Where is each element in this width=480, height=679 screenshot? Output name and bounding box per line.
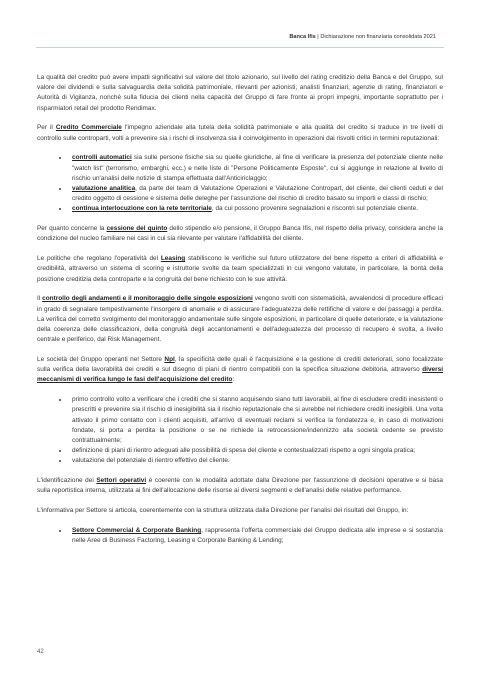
paragraph-npl [37, 355, 443, 386]
list-item [69, 153, 443, 184]
list-item-text: sia sulle persone fisiche sia su quelle giuridiche, al fine di verificare la presenza del potenziale cliente nelle "watch list" (terrorismo, embarghi, ecc.) e nelle liste di "Persone Politicamente Esposte", cui si aggiunge in relazione al livello di rischio un'analisi delle notizie di stampa effettuata dall'Anticiriclaggio; [72, 154, 443, 182]
control-levels-list [37, 153, 443, 214]
header-company: Banca Ifis [289, 34, 316, 40]
npl-checks-list [37, 395, 443, 466]
list-item: • valutazione del potenziale di rientro effettivo del cliente. [69, 456, 443, 466]
paragraph-credit-quality: La qualità del credito può avere impatti significativi sul valore del titolo azionario, sul livello del rating creditizio della Banca e del Gruppo, sul valore dei dividendi e sulla salvaguardia della solidità patrimoniale, rilevanti per azionisti, analisti finanziari, agenzie di rating, finanziatori e Autorità di Vigilanza, nonché sulla fiducia dei clienti nella capacità del Gruppo di fare fronte ai propri impegni, importante soprattutto per i risparmiatori retail del prodotto Rendimax. [37, 74, 443, 112]
paragraph-segment-info: L'informativa per Settore si articola, coerentemente con la struttura utilizzata dalla Direzione per l'analisi dei risultati del Gruppo, in: [37, 507, 409, 515]
paragraph-monitoring [37, 294, 443, 345]
list-item: • primo controllo volto a verificare che i crediti che si stanno acquisendo siano tutti lavorabili, al fine di escludere crediti inesistenti o prescritti e prevenire sia il rischio di inesigibilità sia il rischio reputazionale che si avrebbe nel richiedere crediti inesigibili. Una volta attivato il primo contatto con i clienti acquisiti, all'arrivo di eventuali reclami si verifica la fondatezza e, in caso di motivazioni fondate, si porta a perdita la posizione o se ne richiede la retrocessione/indennizzo alla società cedente se previsto contrattualmente; [69, 395, 443, 446]
paragraph-operating-sectors [37, 476, 443, 496]
text-run: è coerente con le modalità adottate dalla Direzione per l'assunzione di decisioni operative e si basa sulla reportistica interna, utilizzata ai fini dell'allocazione delle risorse ai diversi segmenti e dell'analisi delle relative performance. [37, 477, 443, 495]
text-run: Per quanto concerne la [37, 225, 107, 233]
text-run: stabiliscono le verifiche sul futuro utilizzatore del bene rispetto a criteri di affidabilità e credibilità, attraverso un sistema di scoring e istruttorie svolte da team specializzati in cui vengono valutate, in particolare, la bontà della posizione creditizia della controparte e la congruità del bene richiesto con le sue attività. [37, 255, 443, 283]
keyword-credito-commerciale: Credito Commerciale [55, 124, 122, 132]
paragraph-commercial-credit [37, 123, 443, 143]
list-item-text: , rappresenta l'offerta commerciale del Gruppo dedicata alle imprese e si sostanzia nelle Aree di Business Factoring, Leasing e Corporate Banking & Lending; [72, 527, 443, 545]
text-run: Le società del Gruppo operanti nel Settore [37, 356, 165, 364]
paragraph-cessione-quinto [37, 224, 443, 244]
list-item: • definizione di piani di rientro adeguati alle possibilità di spesa del cliente e contestualizzati rispetto a ogni singola pratica; [69, 446, 443, 456]
text-run: Per il [37, 124, 56, 132]
text-run: Le politiche che regolano l'operatività del [37, 255, 161, 263]
list-item-keyword: Settore Commercial & Corporate Banking [72, 527, 202, 535]
keyword-verification-mechanisms: diversi meccanismi di verifica lungo le fasi dell'acquisizione del credito [37, 366, 443, 384]
keyword-npl: Npl [164, 356, 175, 364]
header-separator: | [315, 34, 321, 40]
list-item [69, 184, 443, 204]
list-item-keyword: controlli automatici [72, 154, 132, 162]
list-item-keyword: continua interlocuzione con la rete territoriale [72, 205, 212, 213]
paragraph-leasing [37, 254, 443, 285]
text-run: : [232, 376, 235, 384]
body-text [37, 73, 443, 556]
text-run: , la specificità delle quali è l'acquisizione e la gestione di crediti deteriorati, sono focalizzate sulla verifica della lavorabilità dei crediti e sul disegno di piani di rientro compatibili con la specifica situazione debitoria, attraverso [37, 356, 444, 374]
text-run: Il [37, 295, 43, 303]
keyword-monitoring: controllo degli andamenti e il monitoraggio delle singole esposizioni [42, 295, 253, 303]
text-run: dello stipendio e/o pensione, il Gruppo Banca Ifis, nel rispetto della privacy, considera anche la condizione del nucleo familiare nei casi in cui sia rilevante per valutare l'affidabilità del cliente. [37, 225, 443, 243]
list-item [69, 204, 443, 214]
page-number: 42 [37, 649, 44, 655]
text-run: vengono svolti con sistematicità, avvalendosi di procedure efficaci in grado di segnalare tempestivamente l'insorgere di anomalie e di assicurare l'adeguatezza delle rettifiche di valore e dei passaggi a perdita. La verifica del corretto svolgimento del monitoraggio andamentale sulle singole esposizioni, in particolare di quelle deteriorate, e la valutazione della coerenza delle classificazioni, della congruità degli accantonamenti e dell'adeguatezza del processo di recupero è svolta, a livello centrale e periferico, dal Risk Management. [37, 295, 443, 344]
text-run: L'identificazione dei [37, 477, 97, 485]
header-doc-title: Dichiarazione non finanziaria consolidata 2021 [320, 34, 436, 40]
sectors-list [37, 526, 443, 546]
list-item-keyword: valutazione analitica [72, 185, 136, 193]
running-header [289, 34, 436, 40]
list-item [69, 526, 443, 546]
list-item-text: , da parte dei team di Valutazione Operazioni e Valutazione Contropart, del cliente, dei clienti ceduti e del credito oggetto di cessione e sistema delle deleghe per l'assunzione del rischio di credito basato su importi e classi di rischio; [72, 185, 443, 203]
header-rule [36, 47, 444, 48]
text-run: l'impegno aziendale alla tutela della solidità patrimoniale e alla qualità del credito si traduce in tre livelli di controllo sulle controparti, volti a prevenire sia i rischi di insolvenza sia il coinvolgimento in operazioni dai risvolti critici in termini reputazionali: [37, 124, 443, 142]
list-item-text: , da cui possono provenire segnalazioni e riscontri sul potenziale cliente. [211, 205, 418, 213]
keyword-settori-operativi: Settori operativi [96, 477, 147, 485]
keyword-leasing: Leasing [160, 255, 186, 263]
keyword-cessione-quinto: cessione del quinto [106, 225, 168, 233]
